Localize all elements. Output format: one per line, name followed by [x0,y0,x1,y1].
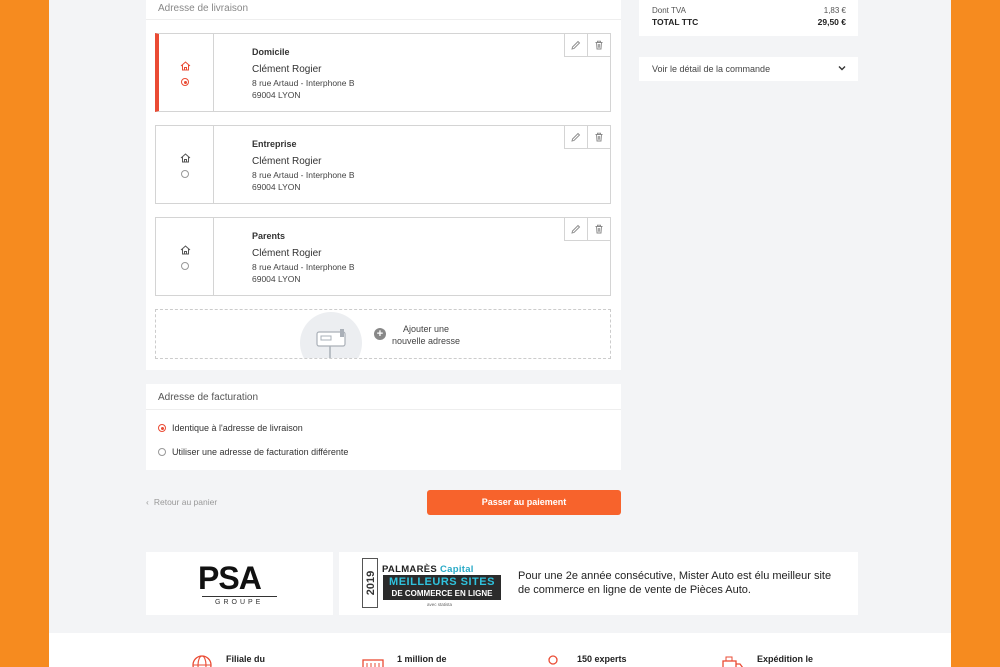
order-detail-toggle[interactable] [639,57,858,81]
divider [146,19,621,20]
billing-radio-different[interactable] [158,448,166,456]
delete-address-button[interactable] [587,125,611,149]
add-address-line2: nouvelle adresse [391,336,461,346]
tva-value: 1,83 € [823,6,846,15]
address-select-column[interactable] [156,126,214,203]
address-city: 69004 LYON [252,90,301,100]
billing-option-label: Utiliser une adresse de facturation différente [172,447,349,457]
address-name: Clément Rogier [252,248,322,259]
address-street: 8 rue Artaud - Interphone B [252,170,355,180]
psa-subtitle: GROUPE [215,599,264,606]
address-label: Parents [252,231,286,241]
chevron-left-icon: ‹ [146,497,149,507]
address-radio[interactable] [181,170,189,178]
mailbox-illustration [300,312,362,359]
billing-section-title: Adresse de facturation [158,392,259,403]
delete-address-button[interactable] [587,217,611,241]
trash-icon [594,132,604,142]
address-street: 8 rue Artaud - Interphone B [252,262,355,272]
address-city: 69004 LYON [252,182,301,192]
award-year-box [362,558,378,608]
edit-address-button[interactable] [564,125,588,149]
feature-text: Expédition le [757,654,814,664]
award-prefix: PALMARÈS [382,564,438,575]
award-title [382,564,474,575]
address-card-domicile[interactable] [155,33,611,112]
divider [202,596,277,597]
pencil-icon [571,40,581,50]
pencil-icon [571,132,581,142]
divider [146,409,621,410]
plus-icon: + [374,328,386,340]
address-city: 69004 LYON [252,274,301,284]
address-name: Clément Rogier [252,156,322,167]
award-line2: DE COMMERCE EN LIGNE [391,589,493,598]
warehouse-icon [362,654,384,667]
address-select-column[interactable] [159,34,214,111]
checkout-page [49,0,951,667]
delivery-address-section [146,0,621,370]
award-brand: Capital [439,564,474,575]
back-to-cart-link[interactable] [146,497,217,507]
home-icon [180,245,191,255]
truck-icon [722,654,744,667]
total-label: TOTAL TTC [652,17,699,27]
award-footnote: avec statista [427,602,453,607]
address-radio[interactable] [181,78,189,86]
award-banner [339,552,858,615]
trash-icon [594,224,604,234]
feature-text: Filiale du [226,654,266,664]
address-radio[interactable] [181,262,189,270]
back-to-cart-label: Retour au panier [153,497,218,507]
address-select-column[interactable] [156,218,214,295]
psa-group-logo-card [146,552,333,615]
address-card-parents[interactable] [155,217,611,296]
proceed-to-payment-button[interactable]: Passer au paiement [427,490,621,515]
mailbox-icon [300,312,362,359]
add-address-label [391,323,461,347]
add-address-line1: Ajouter une [402,324,450,334]
pencil-icon [571,224,581,234]
chevron-down-icon [837,63,847,73]
address-name: Clément Rogier [252,64,322,75]
psa-logo: PSA [198,560,261,596]
tva-row [652,6,846,15]
award-badge [383,575,501,600]
order-summary [639,0,858,36]
billing-address-section [146,384,621,470]
address-actions [565,33,611,57]
address-label: Domicile [252,47,290,57]
award-description: Pour une 2e année consécutive, Mister Auto est élu meilleur site de commerce en ligne de vente de Pièces Auto. [518,570,832,596]
trash-icon [594,40,604,50]
delete-address-button[interactable] [587,33,611,57]
billing-radio-same[interactable] [158,424,166,432]
address-label: Entreprise [252,139,297,149]
order-detail-label: Voir le détail de la commande [652,64,771,74]
edit-address-button[interactable] [564,217,588,241]
total-row [652,17,846,27]
award-year: 2019 [365,570,377,596]
address-street: 8 rue Artaud - Interphone B [252,78,355,88]
tva-label: Dont TVA [652,6,686,15]
add-address-button[interactable] [155,309,611,359]
total-value: 29,50 € [817,17,846,27]
expert-icon [542,654,564,667]
address-card-entreprise[interactable] [155,125,611,204]
feature-text: 1 million de [397,654,447,664]
billing-option-label: Identique à l'adresse de livraison [172,423,303,433]
address-actions [565,217,611,241]
award-line1: MEILLEURS SITES [389,576,495,588]
delivery-section-title: Adresse de livraison [158,3,249,14]
address-actions [565,125,611,149]
home-icon [180,61,191,71]
edit-address-button[interactable] [564,33,588,57]
globe-icon [191,654,213,667]
feature-text: 150 experts [577,654,627,664]
home-icon [180,153,191,163]
footer-features [49,633,951,667]
